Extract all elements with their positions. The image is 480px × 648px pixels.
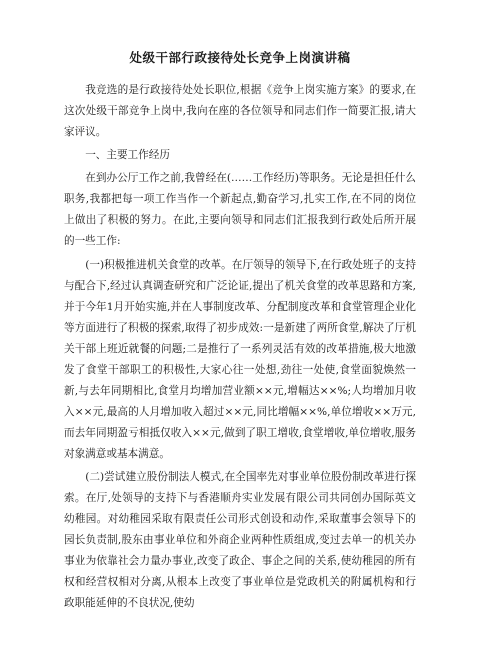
document-body [64, 80, 416, 616]
document-title: 处级干部行政接待处长竞争上岗演讲稿 [129, 50, 351, 65]
shareholding-reform-paragraph: (二)尝试建立股份制法人模式,在全国率先对事业单位股份制改革进行探索。在厅,处领导的支持下与香港顺舟实业发展有限公司共同创办国际英文幼稚园。对幼稚园采取有限责任公司形式创设和动作,采取董事会领导下的园长负责制,股东由事业单位和外商企业两种性质组成,变过去单一的机关办事业为依靠社会力量办事业,改变了政企、事企之间的关系,使幼稚园的所有权和经营权相对分离,从根本上改变了事业单位是党政机关的附属机构和行政职能延伸的不良状况,使幼 [64, 470, 416, 609]
canteen-reform-paragraph: (一)积极推进机关食堂的改革。在厅领导的领导下,在行政处班子的支持与配合下,经过认真调查研究和广泛论证,提出了机关食堂的改革思路和方案,并于今年1月开始实施,并在人事制度改革、分配制度改革和食堂管理企业化等方面进行了积极的探索,取得了初步成效:一是新建了两所食堂,解决了厅机关干部上班近就餐的问题;二是推行了一系列灵活有效的改革措施,极大地激发了食堂干部职工的积极性,大家心往一处想,劲往一处使,食堂面貌焕然一新,与去年同期相比,食堂月均增加营业额××元,增幅达××%;人均增加月收入××元,最高的人月增加收入超过××元,同比增幅××%,单位增收××万元,而去年同期盈亏相抵仅收入××元,做到了职工增收,食堂增收,单位增收,服务对象满意或基本满意。 [64, 258, 416, 460]
section-heading-work-experience: 一、主要工作经历 [85, 149, 170, 162]
work-experience-paragraph: 在到办公厅工作之前,我曾经在(……工作经历)等职务。无论是担任什么职务,我都把每一项工作当作一个新起点,勤奋学习,扎实工作,在不同的岗位上做出了积极的努力。在此,主要向领导和同志们汇报我到行政处后所开展的一些工作: [64, 172, 416, 248]
intro-paragraph: 我竞选的是行政接待处处长职位,根据《竞争上岗实施方案》的要求,在这次处级干部竞争上岗中,我向在座的各位领导和同志们作一简要汇报,请大家评议。 [64, 84, 416, 138]
